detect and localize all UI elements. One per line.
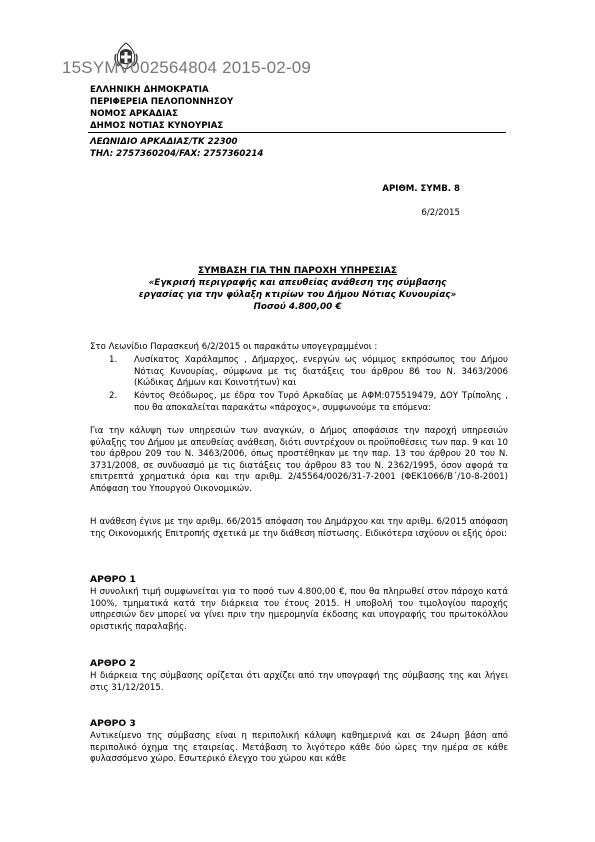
article-1-text: Η συνολική τιμή συμφωνείται για το ποσό των 4.800,00 €, που θα πληρωθεί στον πάροχο κατά 100%, τμηματικά κατά την διάρκεια του έτους 2015. Η υποβολή του τιμολογίου παροχής υπηρεσιών δεν μπορεί να γίνει πριν την ημερομηνία έκδοσης και υπογραφής του πρωτοκόλλου οριστικής παραλαβής.	[90, 587, 508, 632]
subtitle-amount: Ποσού 4.800,00 €	[253, 302, 342, 312]
header-divider	[88, 132, 506, 133]
intro-paragraph: Στο Λεωνίδιο Παρασκευή 6/2/2015 οι παρακάτω υπογεγραμμένοι :	[90, 342, 378, 352]
contract-number: ΑΡΙΘΜ. ΣΥΜΒ. 8	[382, 184, 460, 194]
contract-date: 6/2/2015	[421, 208, 460, 218]
body-paragraph-2: Η ανάθεση έγινε με την αριθμ. 66/2015 απόφαση του Δημάρχου και την αριθμ. 6/2015 απόφαση της Οικονομικής Επιτροπής σχετικά με την διάθεση πίστωσης. Ειδικότερα ισχύουν οι εξής όροι:	[90, 517, 508, 539]
header-region: ΠΕΡΙΦΕΡΕΙΑ ΠΕΛΟΠΟΝΝΗΣΟΥ	[90, 97, 234, 107]
header-phone: ΤΗΛ: 2757360204/FAX: 2757360214	[90, 149, 264, 159]
party-text: Λυσίκατος Χαράλαμπος , Δήμαρχος, ενεργών ως νόμιμος εκπρόσωπος του Δήμου Νότιας Κυνουρίας, σύμφωνα με τις διατάξεις του άρθρου 86 του Ν. 3463/2006 (Κώδικας Δήμων και Κοινοτήτων) και	[134, 355, 508, 389]
document-id-watermark: 15SYMV002564804 2015-02-09	[62, 58, 312, 77]
article-3-heading: ΑΡΘΡΟ 3	[90, 718, 136, 729]
party-number: 2.	[109, 391, 118, 401]
subtitle-line-1: «Εγκρισή περιγραφής και απευθείας ανάθεση της σύμβασης	[148, 278, 447, 288]
body-paragraph-1: Για την κάλυψη των υπηρεσιών των αναγκών, ο Δήμος αποφάσισε την παροχή υπηρεσιών φύλαξης του Δήμου με απευθείας ανάθεση, διότι συντρέχουν οι προϋποθέσεις των παρ. 9 και 10 του άρθρου 209 του Ν. 3463/2006, όπως προστέθηκαν με την παρ. 13 του άρθρου 20 του Ν. 3731/2008, σε συνδυασμό με τις διατάξεις του άρθρου 83 του Ν. 2362/1995, όσον αφορά τα επιτρεπτά χρηματικά όρια και την αριθμ. 2/45564/0026/31-7-2001 (ΦΕΚ1066/Β΄/10-8-2001) Απόφαση του Υπουργού Οικονομικών.	[90, 426, 508, 494]
subtitle-line-2: εργασίας για την φύλαξη κτιρίων του Δήμου Νότιας Κυνουρίας»	[138, 290, 457, 300]
party-number: 1.	[109, 355, 118, 365]
document-title: ΣΥΜΒΑΣΗ ΓΙΑ ΤΗΝ ΠΑΡΟΧΗ ΥΠΗΡΕΣΙΑΣ	[197, 266, 398, 276]
header-country: ΕΛΛΗΝΙΚΗ ΔΗΜΟΚΡΑΤΙΑ	[90, 85, 209, 95]
party-text: Κόντος Θεόδωρος, με έδρα τον Τυρό Αρκαδίας με ΑΦΜ:075519479, ΔΟΥ Τρίπολης , που θα αποκαλείται παρακάτω «πάροχος», συμφωνούμε τα επόμενα:	[134, 391, 508, 413]
article-3-text: Αντικείμενο της σύμβασης είναι η περιπολική κάλυψη καθημερινά και σε 24ωρη βάση από περιπολικό όχημα της εταιρείας. Μετάβαση το λιγότερο κάθε δύο ώρες την ημέρα σε κάθε φυλασσόμενο χώρο. Εσωτερικό έλεγχο του χώρου και κάθε	[90, 731, 508, 765]
article-2-text: Η διάρκεια της σύμβασης ορίζεται ότι αρχίζει από την υπογραφή της σύμβασης της και λήγει στις 31/12/2015.	[90, 671, 508, 693]
article-1-heading: ΑΡΘΡΟ 1	[90, 574, 136, 585]
header-municipality: ΔΗΜΟΣ ΝΟΤΙΑΣ ΚΥΝΟΥΡΙΑΣ	[90, 121, 224, 131]
article-2-heading: ΑΡΘΡΟ 2	[90, 658, 136, 669]
header-prefecture: ΝΟΜΟΣ ΑΡΚΑΔΙΑΣ	[90, 109, 178, 119]
header-address: ΛΕΩΝΙΔΙΟ ΑΡΚΑΔΙΑΣ/ΤΚ 22300	[90, 137, 238, 147]
